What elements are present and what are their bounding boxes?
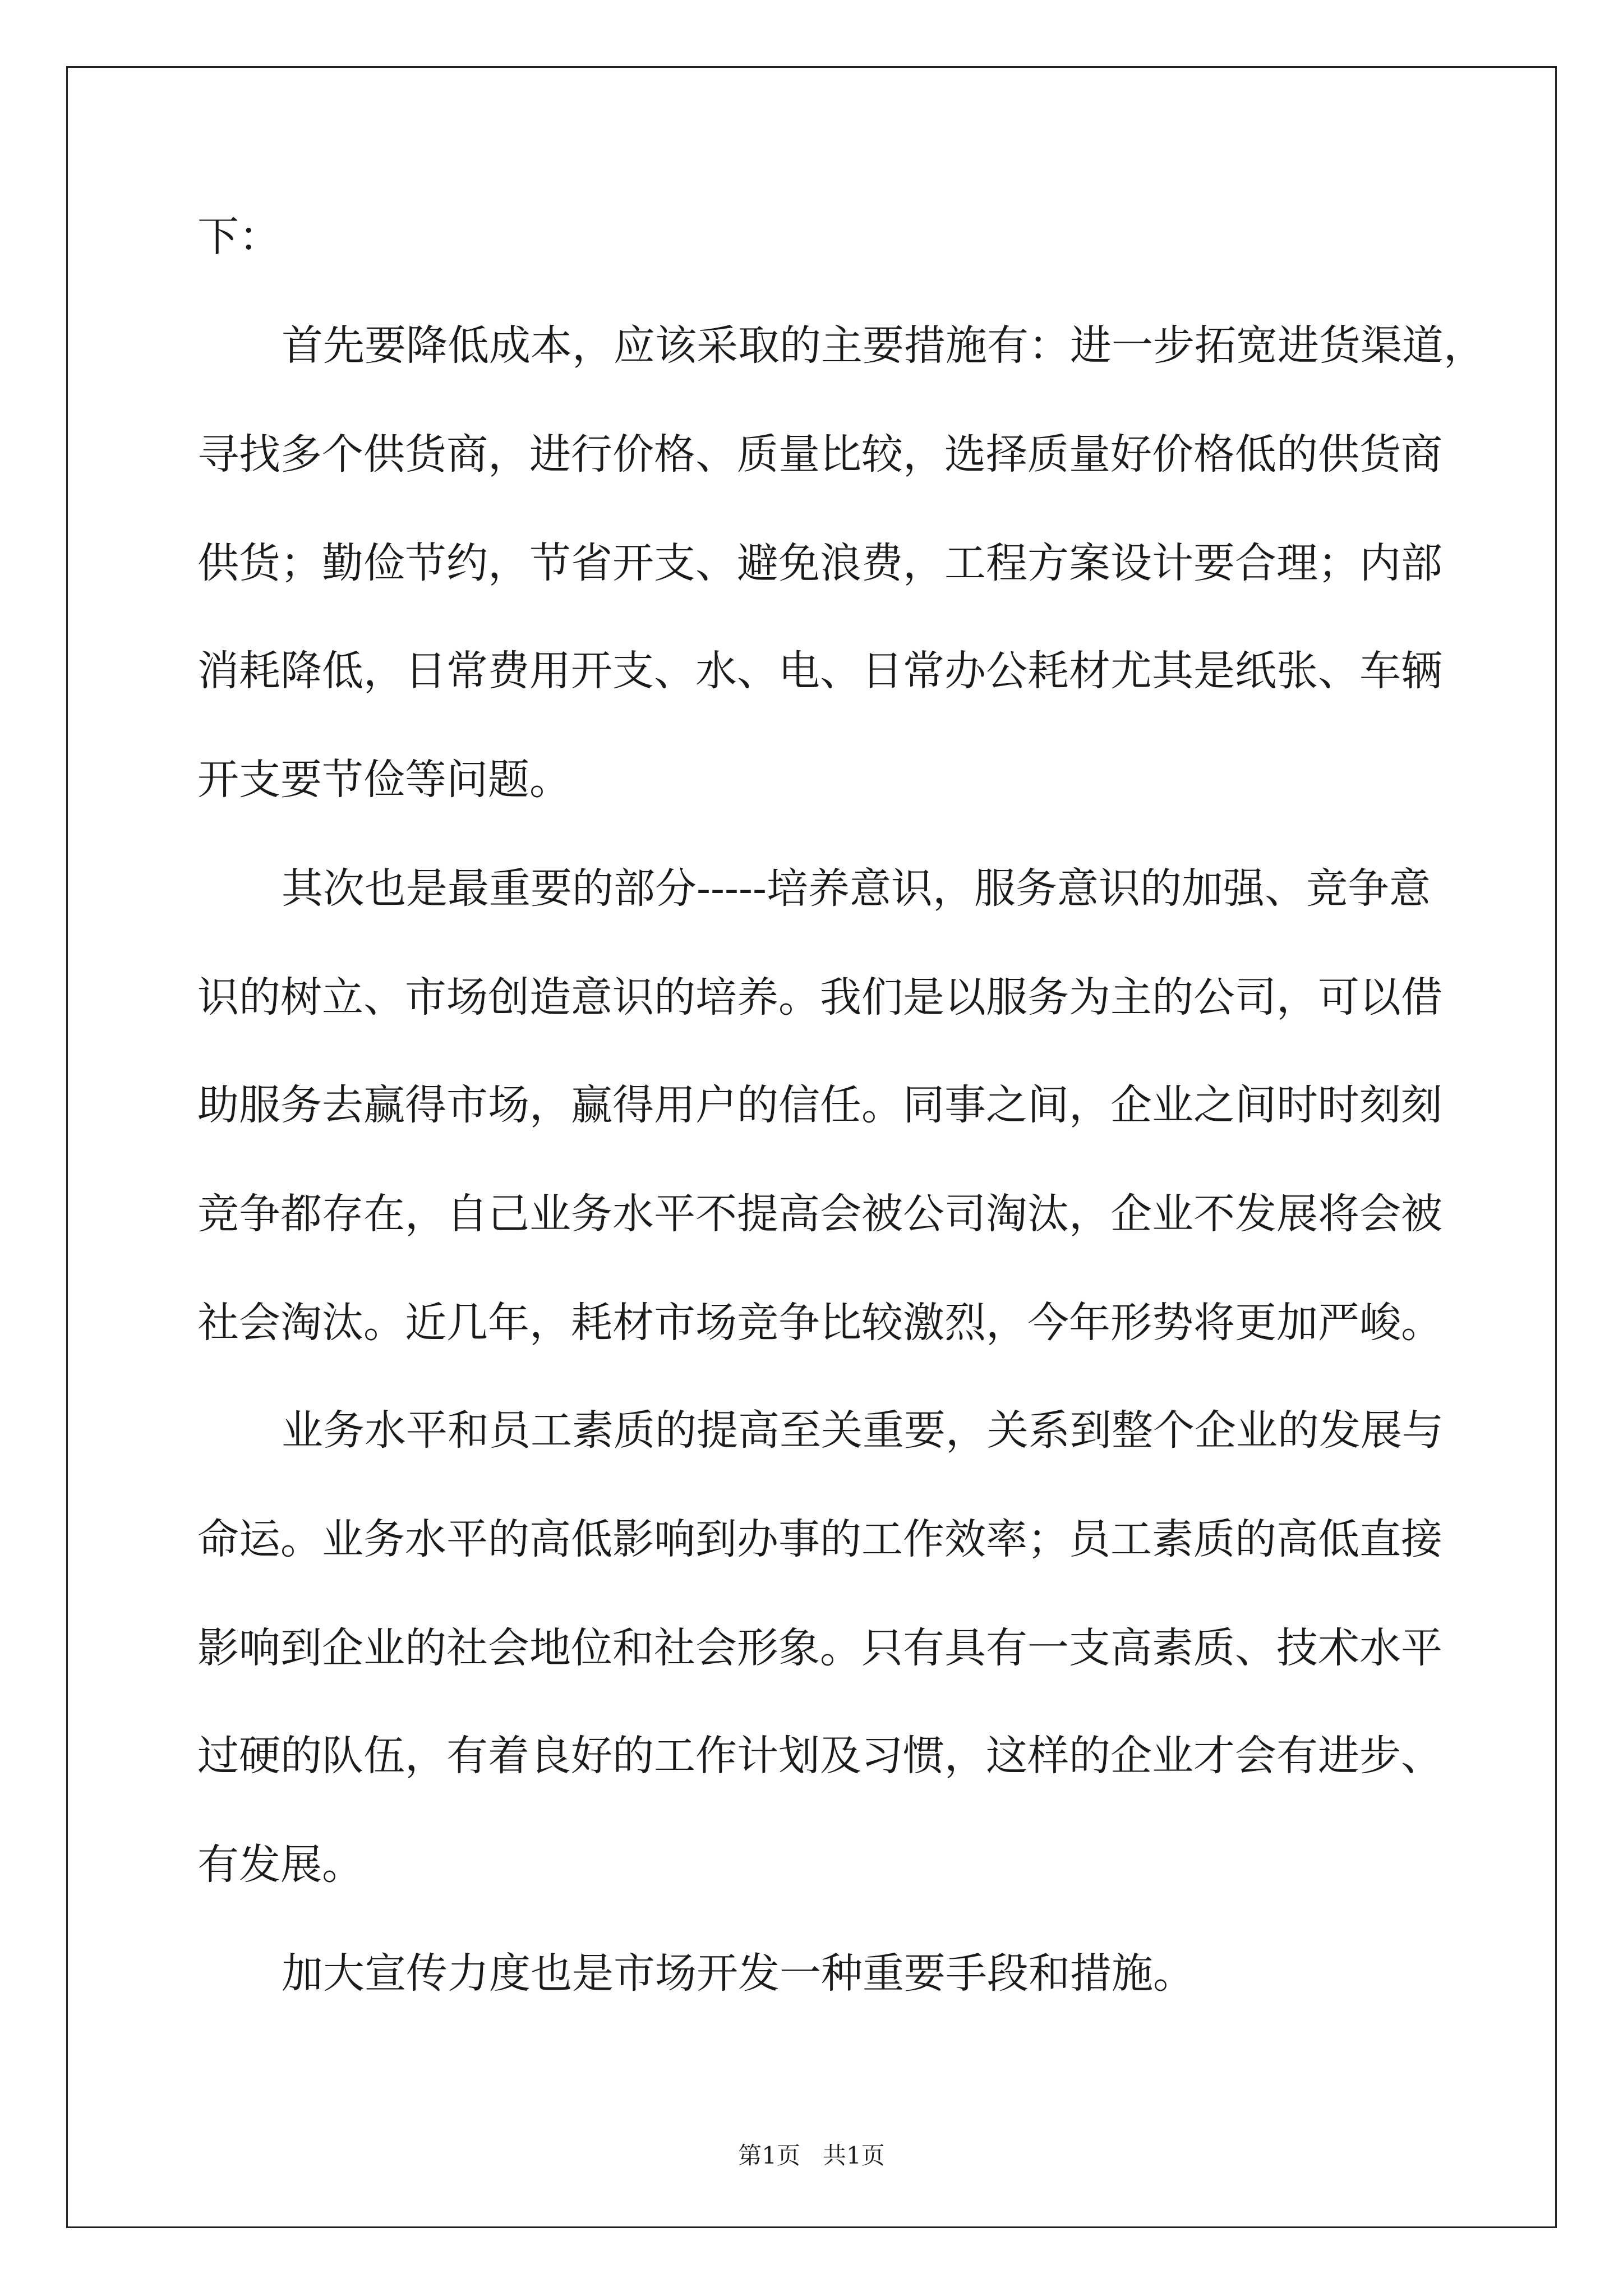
paragraph-awareness-line: 其次也是最重要的部分-----培养意识，服务意识的加强、竞争意 [282, 864, 1431, 913]
paragraph-cost-line: 寻找多个供货商，进行价格、质量比较，选择质量好价格低的供货商 [197, 430, 1442, 478]
paragraph-promotion-line: 加大宣传力度也是市场开发一种重要手段和措施。 [282, 1949, 1195, 1998]
paragraph-awareness-line: 助服务去赢得市场，赢得用户的信任。同事之间，企业之间时时刻刻 [197, 1081, 1442, 1129]
paragraph-quality-line: 命运。业务水平的高低影响到办事的工作效率；员工素质的高低直接 [197, 1515, 1442, 1563]
paragraph-quality-line: 过硬的队伍，有着良好的工作计划及习惯，这样的企业才会有进步、 [197, 1732, 1442, 1780]
paragraph-awareness-line: 识的树立、市场创造意识的培养。我们是以服务为主的公司，可以借 [197, 973, 1442, 1022]
page-footer: 第1页 共1页 [738, 2142, 885, 2169]
paragraph-quality-line: 业务水平和员工素质的提高至关重要，关系到整个企业的发展与 [282, 1406, 1444, 1455]
paragraph-quality-line: 有发展。 [197, 1841, 363, 1889]
text-line-continuation: 下： [197, 213, 280, 261]
page-border [66, 66, 1557, 2228]
paragraph-quality-line: 影响到企业的社会地位和社会形象。只有具有一支高素质、技术水平 [197, 1624, 1442, 1672]
paragraph-cost-line: 开支要节俭等问题。 [197, 756, 571, 804]
paragraph-cost-line: 首先要降低成本，应该采取的主要措施有：进一步拓宽进货渠道， [282, 321, 1485, 370]
paragraph-cost-line: 供货；勤俭节约，节省开支、避免浪费，工程方案设计要合理；内部 [197, 539, 1442, 587]
paragraph-awareness-line: 竞争都存在，自己业务水平不提高会被公司淘汰，企业不发展将会被 [197, 1190, 1442, 1238]
paragraph-cost-line: 消耗降低，日常费用开支、水、电、日常办公耗材尤其是纸张、车辆 [197, 647, 1442, 695]
paragraph-awareness-line: 社会淘汰。近几年，耗材市场竞争比较激烈，今年形势将更加严峻。 [197, 1299, 1442, 1347]
